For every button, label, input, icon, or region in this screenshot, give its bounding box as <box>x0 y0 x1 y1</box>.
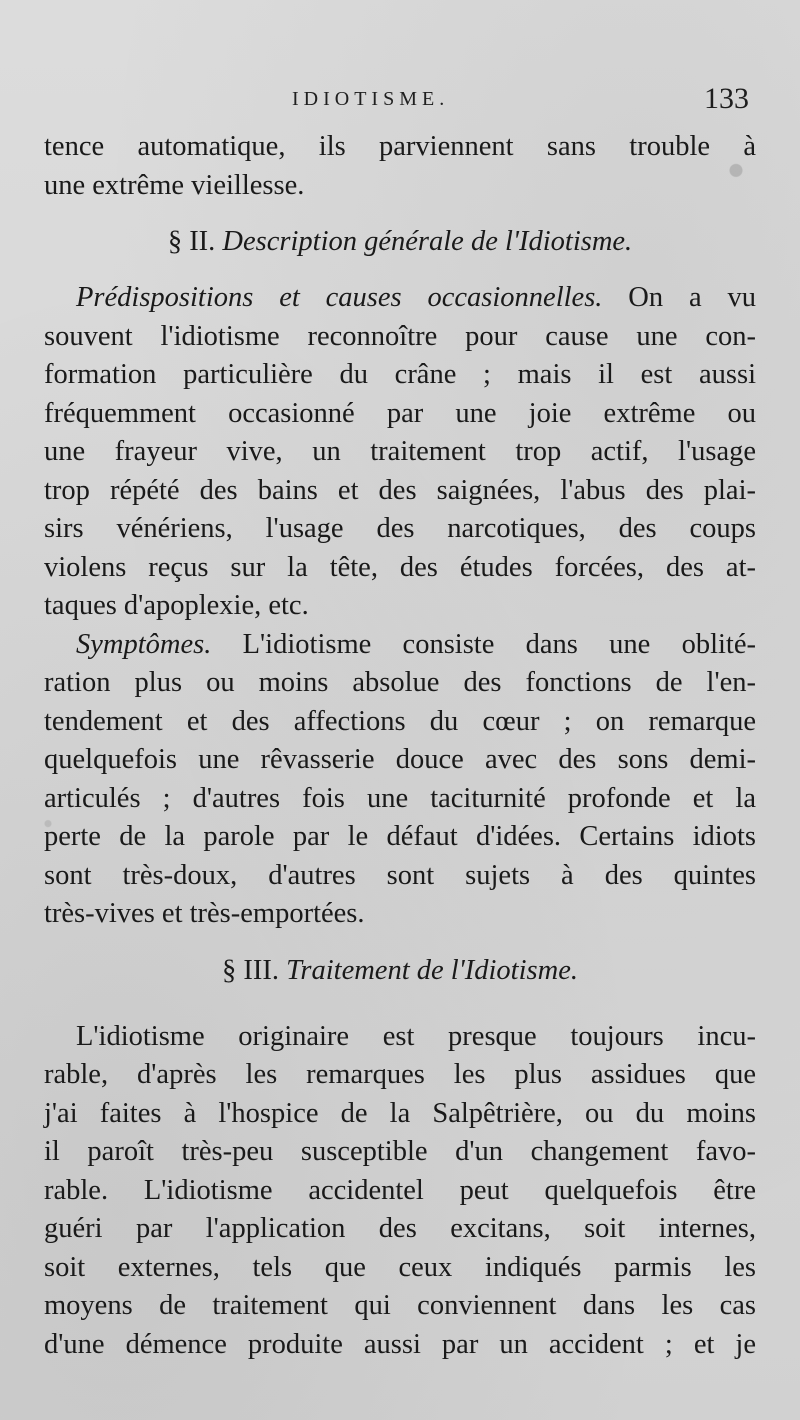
spacer <box>44 263 756 279</box>
spacer <box>44 992 756 1018</box>
text-line: une frayeur vive, un traitement trop actif, l'usage <box>44 436 756 467</box>
lead-line-rest: L'idiotisme consiste dans une oblité- <box>242 628 756 660</box>
text-line: il paroît très-peu susceptible d'un changement favo- <box>44 1136 756 1167</box>
running-title: IDIOTISME. <box>292 88 450 110</box>
paragraph-continuation <box>44 128 756 205</box>
text-line: ration plus ou moins absolue des fonctions de l'en- <box>44 667 756 698</box>
text-line: rable. L'idiotisme accidentel peut quelquefois être <box>44 1174 756 1206</box>
text-line: sirs vénériens, l'usage des narcotiques, des coups <box>44 513 756 544</box>
text-line: trop répété des bains et des saignées, l'abus des plai- <box>44 474 756 506</box>
text-line: j'ai faites à l'hospice de la Salpêtrière, ou du moins <box>44 1097 756 1129</box>
text-line: d'une démence produite aussi par un accident ; et je <box>44 1328 756 1360</box>
paragraph-predispositions <box>44 279 756 626</box>
lead-line-rest: On a vu <box>628 282 757 313</box>
text-line: une extrême vieillesse. <box>44 169 305 201</box>
text-line: très-vives et très-emportées. <box>44 898 365 929</box>
spacer <box>44 934 756 950</box>
text-line: sont très-doux, d'autres sont sujets à des quintes <box>44 859 756 891</box>
text-line: articulés ; d'autres fois une taciturnité profonde et la <box>44 782 756 814</box>
text-line-lead <box>44 626 756 665</box>
page-body <box>44 128 756 1364</box>
text-line: L'idiotisme originaire est presque toujours incu- <box>76 1020 756 1052</box>
text-line: moyens de traitement qui conviennent dans les cas <box>44 1290 756 1321</box>
section-title: Traitement de l'Idiotisme. <box>286 954 578 986</box>
section-mark: § III. <box>222 954 279 986</box>
section-title: Description générale de l'Idiotisme. <box>222 226 633 257</box>
paragraph-symptomes <box>44 626 756 934</box>
text-line: perte de la parole par le défaut d'idées. Certains idiots <box>44 821 756 852</box>
text-line: rable, d'après les remarques les plus assidues que <box>44 1059 756 1090</box>
text-line: quelquefois une rêvasserie douce avec des sons demi- <box>44 744 756 775</box>
text-line: fréquemment occasionné par une joie extrême ou <box>44 397 756 429</box>
text-line-lead <box>44 279 756 318</box>
section-heading-2 <box>44 221 756 263</box>
section-heading-3 <box>44 950 756 992</box>
spacer <box>44 205 756 221</box>
text-line: guéri par l'application des excitans, soit internes, <box>44 1213 756 1244</box>
page-number: 133 <box>704 82 749 115</box>
text-line: taques d'apoplexie, etc. <box>44 590 309 621</box>
text-line: tendement et des affections du cœur ; on remarque <box>44 705 756 737</box>
text-line: tence automatique, ils parviennent sans trouble à <box>44 131 756 162</box>
text-line: souvent l'idiotisme reconnoître pour cause une con- <box>44 320 756 352</box>
running-head <box>0 82 800 122</box>
text-line: violens reçus sur la tête, des études forcées, des at- <box>44 551 756 583</box>
text-line: formation particulière du crâne ; mais il est aussi <box>44 359 756 390</box>
paragraph-traitement <box>44 1018 756 1365</box>
paragraph-lead: Symptômes. <box>76 628 212 660</box>
paragraph-lead: Prédispositions et causes occasionnelles. <box>76 282 603 313</box>
section-mark: § II. <box>167 226 216 257</box>
text-line: soit externes, tels que ceux indiqués parmis les <box>44 1251 756 1283</box>
